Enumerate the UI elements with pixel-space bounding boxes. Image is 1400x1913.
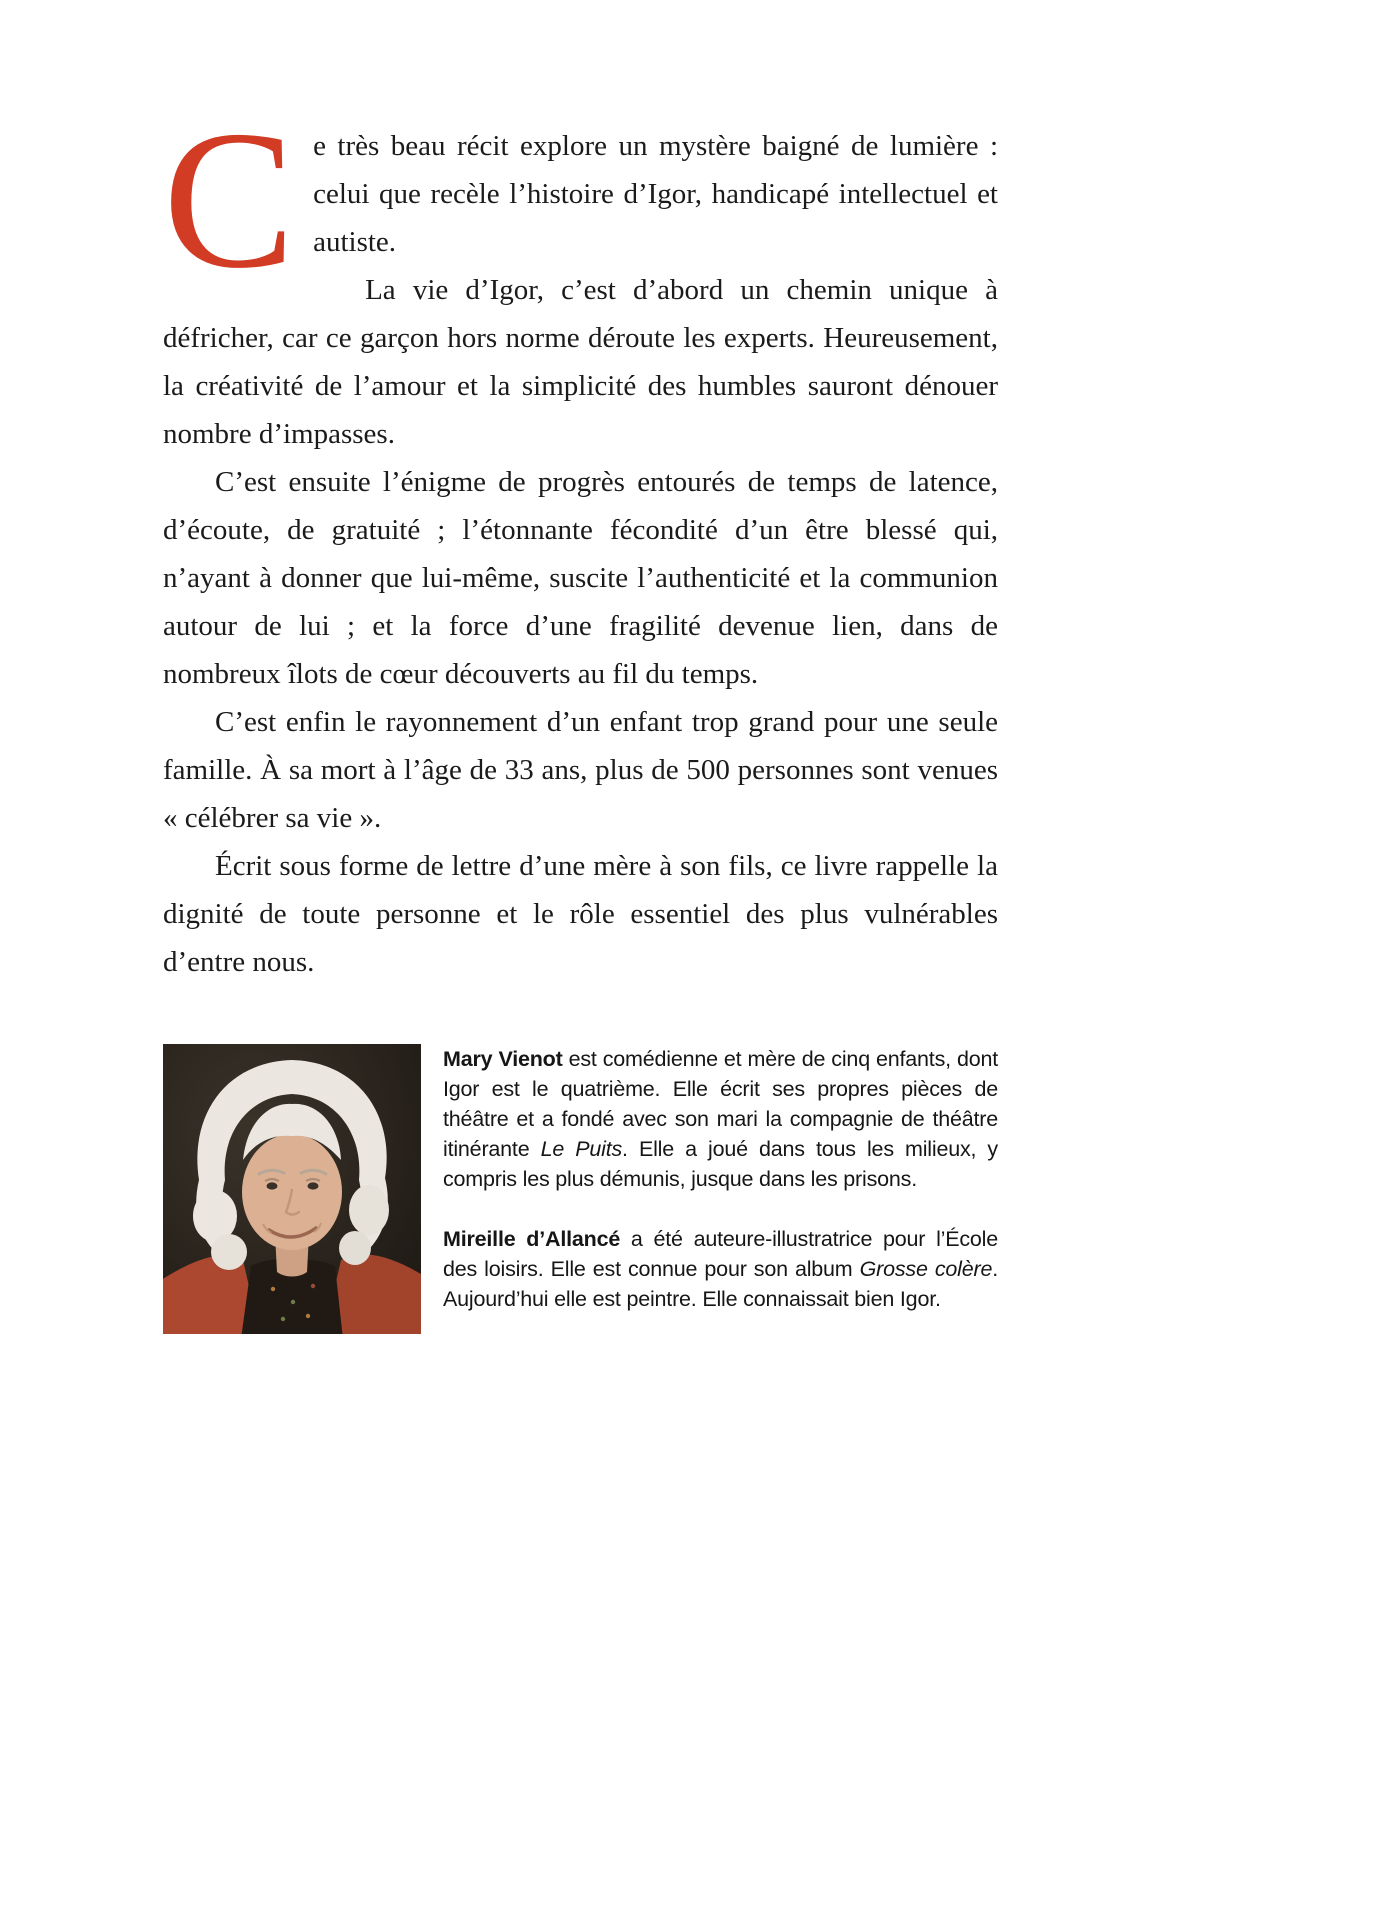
authors-bio-section xyxy=(163,1044,998,1334)
paragraph-intro-text: e très beau récit explore un mystère baigné de lumière : celui que recèle l’histoire d’Igor, handicapé intellectuel et autiste. xyxy=(313,130,998,258)
author-photo xyxy=(163,1044,421,1334)
bio-text: est comédienne et mère de cinq enfants, dont Igor est le quatrième. Elle écrit ses propres pièces de théâtre et a fondé avec son mari la compagnie de théâtre itinérante xyxy=(443,1047,998,1161)
paragraph-3: C’est ensuite l’énigme de progrès entourés de temps de latence, d’écoute, de gratuité ; l’étonnante fécondité d’un être blessé qui, n’ayant à donner que lui-même, suscite l’authenticité et la communion autour de lui ; et la force d’une fragilité devenue lien, dans de nombreux îlots de cœur découverts au fil du temps. xyxy=(163,466,998,690)
author-name: Mireille d’Allancé xyxy=(443,1227,621,1251)
work-title: Le Puits xyxy=(540,1137,623,1161)
bio-mireille-dallance xyxy=(443,1224,998,1314)
bio-text: a été auteure-illustratrice pour l’École des loisirs. Elle est connue pour son album xyxy=(443,1227,999,1281)
author-portrait-illustration xyxy=(163,1044,421,1334)
paragraph-4: C’est enfin le rayonnement d’un enfant trop grand pour une seule famille. À sa mort à l’âge de 33 ans, plus de 500 personnes sont venues « célébrer sa vie ». xyxy=(163,706,998,834)
paragraph-2: La vie d’Igor, c’est d’abord un chemin unique à défricher, car ce garçon hors norme déroute les experts. Heureusement, la créativité de l’amour et la simplicité des humbles sauront dénouer nombre d’impasses. xyxy=(163,274,998,450)
dropcap-letter: C xyxy=(163,90,296,309)
paragraph-5: Écrit sous forme de lettre d’une mère à son fils, ce livre rappelle la dignité de toute personne et le rôle essentiel des plus vulnérables d’entre nous. xyxy=(163,850,998,978)
text-block xyxy=(163,90,999,1334)
eye-right xyxy=(308,1182,319,1189)
author-name: Mary Vienot xyxy=(443,1047,563,1071)
bios-text-column xyxy=(443,1044,998,1314)
bio-mary-vienot xyxy=(443,1044,998,1194)
eye-left xyxy=(267,1182,278,1189)
bio-text: . Aujourd’hui elle est peintre. Elle connaissait bien Igor. xyxy=(443,1257,998,1311)
bio-text: . Elle a joué dans tous les milieux, y compris les plus démunis, jusque dans les prisons. xyxy=(443,1137,998,1191)
paragraph-intro xyxy=(163,90,998,309)
work-title: Grosse colère xyxy=(859,1257,993,1281)
